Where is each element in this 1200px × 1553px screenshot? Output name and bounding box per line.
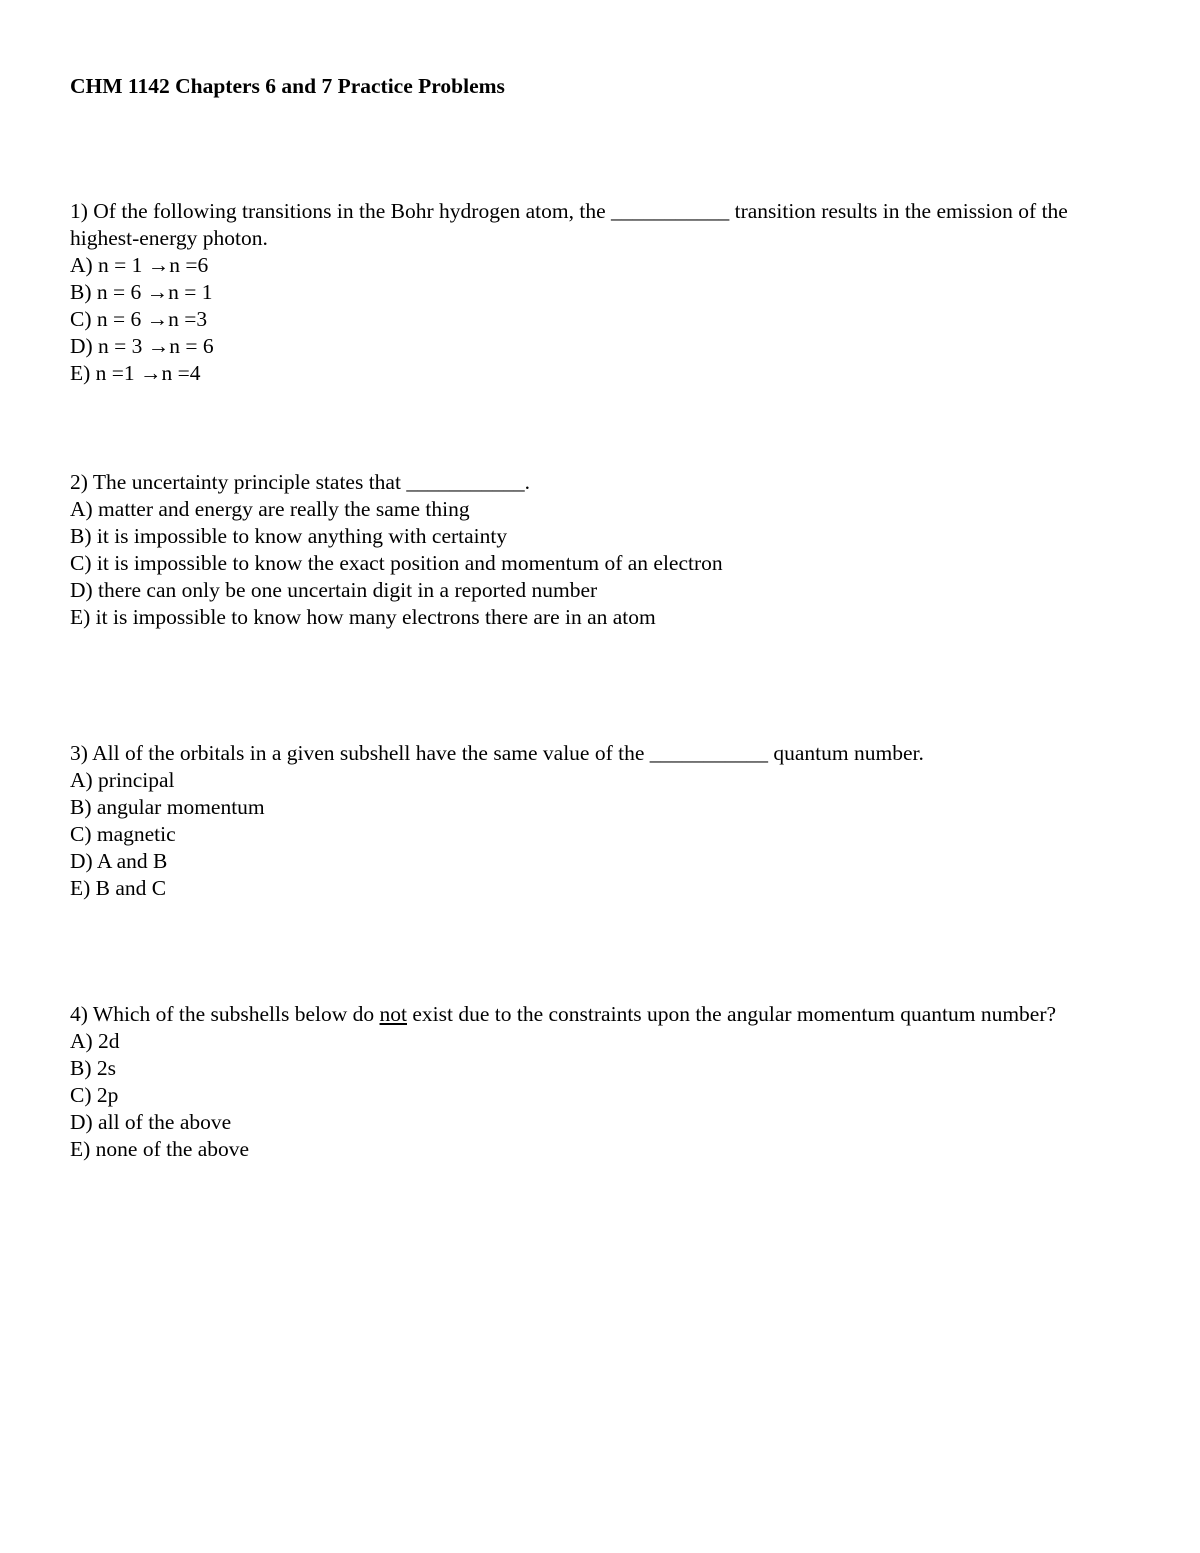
answer-option-d: D) A and B: [70, 849, 168, 873]
answer-option-a: A) n = 1 →n =6: [70, 253, 209, 277]
answer-options: [70, 1028, 1130, 1163]
answer-option-c: C) n = 6 →n =3: [70, 307, 208, 331]
answer-option-a: A) principal: [70, 768, 175, 792]
underlined-emphasis: not: [379, 1002, 407, 1026]
question-1: [70, 198, 1130, 387]
answer-options: [70, 767, 1130, 902]
answer-option-c: C) it is impossible to know the exact position and momentum of an electron: [70, 551, 723, 575]
answer-option-c: C) magnetic: [70, 822, 176, 846]
question-3: [70, 740, 1130, 902]
question-4: [70, 1001, 1130, 1163]
question-stem-end: exist due to the constraints upon the angular momentum quantum number?: [407, 1002, 1057, 1026]
answer-options: [70, 252, 1130, 387]
answer-option-a: A) matter and energy are really the same thing: [70, 497, 470, 521]
answer-option-e: E) none of the above: [70, 1137, 250, 1161]
question-stem: [70, 1001, 1130, 1028]
answer-option-e: E) n =1 →n =4: [70, 361, 201, 385]
answer-option-c: C) 2p: [70, 1083, 119, 1107]
question-2: [70, 469, 1130, 631]
answer-option-e: E) it is impossible to know how many electrons there are in an atom: [70, 605, 656, 629]
answer-option-d: D) there can only be one uncertain digit in a reported number: [70, 578, 598, 602]
answer-option-d: D) n = 3 →n = 6: [70, 334, 214, 358]
question-stem: 2) The uncertainty principle states that ___________.: [70, 470, 530, 494]
question-stem-start: 4) Which of the subshells below do: [70, 1002, 380, 1026]
answer-options: [70, 496, 1130, 631]
answer-option-b: B) 2s: [70, 1056, 116, 1080]
answer-option-d: D) all of the above: [70, 1110, 232, 1134]
document-title: CHM 1142 Chapters 6 and 7 Practice Problems: [70, 74, 505, 98]
answer-option-e: E) B and C: [70, 876, 167, 900]
question-stem: 1) Of the following transitions in the Bohr hydrogen atom, the ___________ transition results in the emission of the highest-energy photon.: [70, 199, 1068, 250]
question-stem: 3) All of the orbitals in a given subshell have the same value of the ___________ quantum number.: [70, 741, 924, 765]
answer-option-a: A) 2d: [70, 1029, 120, 1053]
answer-option-b: B) it is impossible to know anything with certainty: [70, 524, 508, 548]
answer-option-b: B) n = 6 →n = 1: [70, 280, 213, 304]
answer-option-b: B) angular momentum: [70, 795, 265, 819]
